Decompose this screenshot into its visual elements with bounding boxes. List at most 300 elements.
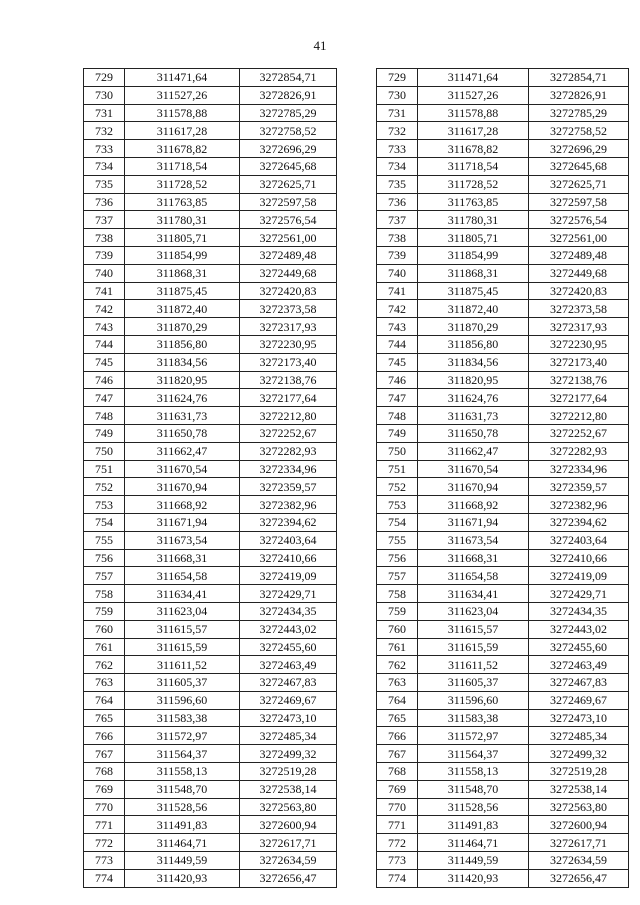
point-number-cell: 751 — [84, 460, 125, 478]
point-number-cell: 756 — [377, 549, 418, 567]
table-row — [377, 745, 629, 763]
point-number-cell: 738 — [377, 229, 418, 247]
x-coordinate-cell: 311668,31 — [125, 549, 240, 567]
x-coordinate-cell: 311611,52 — [125, 656, 240, 674]
table-row — [84, 567, 337, 585]
point-number-cell: 740 — [377, 264, 418, 282]
x-coordinate-cell: 311564,37 — [418, 745, 529, 763]
point-number-cell: 760 — [377, 620, 418, 638]
y-coordinate-cell: 3272576,54 — [240, 211, 337, 229]
point-number-cell: 773 — [377, 852, 418, 870]
y-coordinate-cell: 3272645,68 — [240, 157, 337, 175]
x-coordinate-cell: 311449,59 — [418, 852, 529, 870]
y-coordinate-cell: 3272854,71 — [240, 69, 337, 87]
point-number-cell: 754 — [377, 513, 418, 531]
x-coordinate-cell: 311420,93 — [418, 869, 529, 887]
y-coordinate-cell: 3272252,67 — [529, 424, 629, 442]
coordinates-table-right — [376, 68, 629, 888]
table-row — [377, 193, 629, 211]
x-coordinate-cell: 311670,94 — [125, 478, 240, 496]
point-number-cell: 769 — [84, 780, 125, 798]
y-coordinate-cell: 3272634,59 — [240, 852, 337, 870]
table-row — [84, 229, 337, 247]
x-coordinate-cell: 311623,04 — [418, 602, 529, 620]
y-coordinate-cell: 3272434,35 — [240, 602, 337, 620]
y-coordinate-cell: 3272656,47 — [529, 869, 629, 887]
y-coordinate-cell: 3272334,96 — [529, 460, 629, 478]
y-coordinate-cell: 3272317,93 — [240, 318, 337, 336]
table-row — [377, 175, 629, 193]
table-row — [377, 229, 629, 247]
y-coordinate-cell: 3272177,64 — [529, 389, 629, 407]
table-row — [377, 460, 629, 478]
table-row — [84, 193, 337, 211]
point-number-cell: 774 — [84, 869, 125, 887]
table-row — [377, 69, 629, 87]
table-row — [377, 246, 629, 264]
point-number-cell: 747 — [377, 389, 418, 407]
point-number-cell: 729 — [84, 69, 125, 87]
y-coordinate-cell: 3272455,60 — [529, 638, 629, 656]
x-coordinate-cell: 311872,40 — [125, 300, 240, 318]
x-coordinate-cell: 311631,73 — [125, 407, 240, 425]
x-coordinate-cell: 311718,54 — [418, 157, 529, 175]
x-coordinate-cell: 311673,54 — [125, 531, 240, 549]
x-coordinate-cell: 311671,94 — [418, 513, 529, 531]
point-number-cell: 759 — [377, 602, 418, 620]
y-coordinate-cell: 3272519,28 — [240, 763, 337, 781]
x-coordinate-cell: 311558,13 — [418, 763, 529, 781]
point-number-cell: 732 — [84, 122, 125, 140]
x-coordinate-cell: 311548,70 — [418, 780, 529, 798]
point-number-cell: 746 — [84, 371, 125, 389]
point-number-cell: 760 — [84, 620, 125, 638]
x-coordinate-cell: 311420,93 — [125, 869, 240, 887]
point-number-cell: 750 — [377, 442, 418, 460]
table-row — [84, 727, 337, 745]
x-coordinate-cell: 311605,37 — [125, 674, 240, 692]
table-row — [84, 69, 337, 87]
y-coordinate-cell: 3272499,32 — [529, 745, 629, 763]
x-coordinate-cell: 311558,13 — [125, 763, 240, 781]
point-number-cell: 757 — [84, 567, 125, 585]
table-row — [377, 585, 629, 603]
point-number-cell: 749 — [377, 424, 418, 442]
point-number-cell: 771 — [84, 816, 125, 834]
y-coordinate-cell: 3272138,76 — [240, 371, 337, 389]
table-row — [377, 727, 629, 745]
table-row — [84, 869, 337, 887]
point-number-cell: 748 — [377, 407, 418, 425]
table-row — [84, 852, 337, 870]
table-row — [84, 496, 337, 514]
y-coordinate-cell: 3272473,10 — [240, 709, 337, 727]
y-coordinate-cell: 3272656,47 — [240, 869, 337, 887]
y-coordinate-cell: 3272429,71 — [240, 585, 337, 603]
point-number-cell: 767 — [84, 745, 125, 763]
table-row — [377, 602, 629, 620]
table-row — [377, 549, 629, 567]
x-coordinate-cell: 311856,80 — [418, 335, 529, 353]
table-row — [377, 691, 629, 709]
table-row — [84, 531, 337, 549]
x-coordinate-cell: 311670,54 — [125, 460, 240, 478]
point-number-cell: 763 — [377, 674, 418, 692]
table-row — [84, 104, 337, 122]
point-number-cell: 768 — [377, 763, 418, 781]
point-number-cell: 741 — [84, 282, 125, 300]
x-coordinate-cell: 311617,28 — [125, 122, 240, 140]
table-row — [377, 335, 629, 353]
table-row — [377, 389, 629, 407]
x-coordinate-cell: 311611,52 — [418, 656, 529, 674]
table-row — [377, 318, 629, 336]
x-coordinate-cell: 311673,54 — [418, 531, 529, 549]
x-coordinate-cell: 311870,29 — [418, 318, 529, 336]
table-row — [84, 691, 337, 709]
y-coordinate-cell: 3272600,94 — [240, 816, 337, 834]
y-coordinate-cell: 3272429,71 — [529, 585, 629, 603]
point-number-cell: 737 — [377, 211, 418, 229]
point-number-cell: 758 — [84, 585, 125, 603]
point-number-cell: 737 — [84, 211, 125, 229]
y-coordinate-cell: 3272230,95 — [529, 335, 629, 353]
x-coordinate-cell: 311615,57 — [125, 620, 240, 638]
point-number-cell: 773 — [84, 852, 125, 870]
x-coordinate-cell: 311464,71 — [418, 834, 529, 852]
y-coordinate-cell: 3272463,49 — [240, 656, 337, 674]
y-coordinate-cell: 3272403,64 — [240, 531, 337, 549]
point-number-cell: 734 — [84, 157, 125, 175]
table-row — [84, 602, 337, 620]
x-coordinate-cell: 311718,54 — [125, 157, 240, 175]
table-row — [84, 318, 337, 336]
table-row — [84, 674, 337, 692]
y-coordinate-cell: 3272420,83 — [529, 282, 629, 300]
table-row — [377, 442, 629, 460]
point-number-cell: 746 — [377, 371, 418, 389]
y-coordinate-cell: 3272230,95 — [240, 335, 337, 353]
table-row — [84, 407, 337, 425]
point-number-cell: 765 — [84, 709, 125, 727]
point-number-cell: 735 — [84, 175, 125, 193]
x-coordinate-cell: 311728,52 — [125, 175, 240, 193]
table-row — [377, 371, 629, 389]
y-coordinate-cell: 3272485,34 — [529, 727, 629, 745]
point-number-cell: 757 — [377, 567, 418, 585]
point-number-cell: 767 — [377, 745, 418, 763]
x-coordinate-cell: 311654,58 — [125, 567, 240, 585]
y-coordinate-cell: 3272359,57 — [529, 478, 629, 496]
x-coordinate-cell: 311834,56 — [125, 353, 240, 371]
point-number-cell: 751 — [377, 460, 418, 478]
table-row — [84, 175, 337, 193]
y-coordinate-cell: 3272854,71 — [529, 69, 629, 87]
y-coordinate-cell: 3272252,67 — [240, 424, 337, 442]
table-row — [377, 567, 629, 585]
point-number-cell: 730 — [84, 86, 125, 104]
y-coordinate-cell: 3272403,64 — [529, 531, 629, 549]
point-number-cell: 733 — [377, 140, 418, 158]
table-row — [84, 353, 337, 371]
point-number-cell: 731 — [377, 104, 418, 122]
y-coordinate-cell: 3272561,00 — [529, 229, 629, 247]
y-coordinate-cell: 3272449,68 — [240, 264, 337, 282]
y-coordinate-cell: 3272410,66 — [529, 549, 629, 567]
y-coordinate-cell: 3272625,71 — [240, 175, 337, 193]
x-coordinate-cell: 311615,59 — [418, 638, 529, 656]
table-row — [377, 86, 629, 104]
point-number-cell: 762 — [377, 656, 418, 674]
y-coordinate-cell: 3272785,29 — [240, 104, 337, 122]
x-coordinate-cell: 311671,94 — [125, 513, 240, 531]
x-coordinate-cell: 311624,76 — [418, 389, 529, 407]
x-coordinate-cell: 311805,71 — [418, 229, 529, 247]
x-coordinate-cell: 311670,94 — [418, 478, 529, 496]
y-coordinate-cell: 3272469,67 — [529, 691, 629, 709]
y-coordinate-cell: 3272597,58 — [240, 193, 337, 211]
x-coordinate-cell: 311572,97 — [125, 727, 240, 745]
point-number-cell: 764 — [377, 691, 418, 709]
x-coordinate-cell: 311780,31 — [418, 211, 529, 229]
table-row — [84, 745, 337, 763]
table-row — [377, 869, 629, 887]
y-coordinate-cell: 3272467,83 — [529, 674, 629, 692]
table-row — [377, 496, 629, 514]
y-coordinate-cell: 3272334,96 — [240, 460, 337, 478]
point-number-cell: 753 — [377, 496, 418, 514]
y-coordinate-cell: 3272173,40 — [240, 353, 337, 371]
x-coordinate-cell: 311728,52 — [418, 175, 529, 193]
y-coordinate-cell: 3272519,28 — [529, 763, 629, 781]
point-number-cell: 733 — [84, 140, 125, 158]
table-row — [377, 531, 629, 549]
y-coordinate-cell: 3272485,34 — [240, 727, 337, 745]
x-coordinate-cell: 311548,70 — [125, 780, 240, 798]
table-row — [377, 656, 629, 674]
point-number-cell: 730 — [377, 86, 418, 104]
y-coordinate-cell: 3272826,91 — [240, 86, 337, 104]
x-coordinate-cell: 311617,28 — [418, 122, 529, 140]
y-coordinate-cell: 3272499,32 — [240, 745, 337, 763]
y-coordinate-cell: 3272576,54 — [529, 211, 629, 229]
x-coordinate-cell: 311583,38 — [125, 709, 240, 727]
x-coordinate-cell: 311662,47 — [418, 442, 529, 460]
y-coordinate-cell: 3272469,67 — [240, 691, 337, 709]
y-coordinate-cell: 3272634,59 — [529, 852, 629, 870]
y-coordinate-cell: 3272382,96 — [529, 496, 629, 514]
table-row — [84, 798, 337, 816]
point-number-cell: 764 — [84, 691, 125, 709]
table-row — [377, 211, 629, 229]
x-coordinate-cell: 311449,59 — [125, 852, 240, 870]
point-number-cell: 747 — [84, 389, 125, 407]
y-coordinate-cell: 3272489,48 — [529, 246, 629, 264]
x-coordinate-cell: 311471,64 — [125, 69, 240, 87]
table-row — [84, 371, 337, 389]
point-number-cell: 759 — [84, 602, 125, 620]
point-number-cell: 762 — [84, 656, 125, 674]
table-row — [377, 513, 629, 531]
y-coordinate-cell: 3272419,09 — [240, 567, 337, 585]
y-coordinate-cell: 3272563,80 — [529, 798, 629, 816]
y-coordinate-cell: 3272359,57 — [240, 478, 337, 496]
x-coordinate-cell: 311596,60 — [418, 691, 529, 709]
point-number-cell: 739 — [84, 246, 125, 264]
x-coordinate-cell: 311650,78 — [418, 424, 529, 442]
x-coordinate-cell: 311615,59 — [125, 638, 240, 656]
point-number-cell: 765 — [377, 709, 418, 727]
y-coordinate-cell: 3272473,10 — [529, 709, 629, 727]
table-row — [84, 585, 337, 603]
x-coordinate-cell: 311605,37 — [418, 674, 529, 692]
x-coordinate-cell: 311872,40 — [418, 300, 529, 318]
x-coordinate-cell: 311528,56 — [125, 798, 240, 816]
x-coordinate-cell: 311868,31 — [125, 264, 240, 282]
point-number-cell: 772 — [377, 834, 418, 852]
table-row — [377, 674, 629, 692]
table-row — [377, 709, 629, 727]
point-number-cell: 739 — [377, 246, 418, 264]
y-coordinate-cell: 3272625,71 — [529, 175, 629, 193]
point-number-cell: 770 — [377, 798, 418, 816]
point-number-cell: 732 — [377, 122, 418, 140]
x-coordinate-cell: 311780,31 — [125, 211, 240, 229]
point-number-cell: 749 — [84, 424, 125, 442]
table-row — [84, 424, 337, 442]
table-row — [84, 264, 337, 282]
table-row — [84, 246, 337, 264]
y-coordinate-cell: 3272617,71 — [240, 834, 337, 852]
table-row — [377, 834, 629, 852]
point-number-cell: 761 — [84, 638, 125, 656]
table-row — [84, 709, 337, 727]
x-coordinate-cell: 311875,45 — [125, 282, 240, 300]
table-row — [84, 282, 337, 300]
table-row — [84, 442, 337, 460]
table-row — [377, 816, 629, 834]
point-number-cell: 752 — [377, 478, 418, 496]
point-number-cell: 766 — [84, 727, 125, 745]
table-row — [377, 300, 629, 318]
x-coordinate-cell: 311670,54 — [418, 460, 529, 478]
x-coordinate-cell: 311654,58 — [418, 567, 529, 585]
table-row — [84, 763, 337, 781]
x-coordinate-cell: 311868,31 — [418, 264, 529, 282]
table-row — [377, 140, 629, 158]
coordinates-table-body — [377, 69, 629, 888]
point-number-cell: 772 — [84, 834, 125, 852]
x-coordinate-cell: 311668,92 — [125, 496, 240, 514]
table-row — [84, 140, 337, 158]
y-coordinate-cell: 3272212,80 — [240, 407, 337, 425]
x-coordinate-cell: 311856,80 — [125, 335, 240, 353]
x-coordinate-cell: 311578,88 — [125, 104, 240, 122]
table-row — [84, 816, 337, 834]
x-coordinate-cell: 311634,41 — [418, 585, 529, 603]
table-row — [377, 264, 629, 282]
y-coordinate-cell: 3272394,62 — [529, 513, 629, 531]
point-number-cell: 742 — [84, 300, 125, 318]
point-number-cell: 745 — [84, 353, 125, 371]
y-coordinate-cell: 3272420,83 — [240, 282, 337, 300]
page-number: 41 — [313, 38, 327, 53]
y-coordinate-cell: 3272489,48 — [240, 246, 337, 264]
y-coordinate-cell: 3272282,93 — [529, 442, 629, 460]
point-number-cell: 755 — [377, 531, 418, 549]
point-number-cell: 753 — [84, 496, 125, 514]
x-coordinate-cell: 311527,26 — [418, 86, 529, 104]
y-coordinate-cell: 3272177,64 — [240, 389, 337, 407]
table-row — [377, 780, 629, 798]
x-coordinate-cell: 311854,99 — [418, 246, 529, 264]
table-row — [377, 157, 629, 175]
y-coordinate-cell: 3272758,52 — [529, 122, 629, 140]
y-coordinate-cell: 3272212,80 — [529, 407, 629, 425]
x-coordinate-cell: 311854,99 — [125, 246, 240, 264]
point-number-cell: 735 — [377, 175, 418, 193]
point-number-cell: 774 — [377, 869, 418, 887]
x-coordinate-cell: 311572,97 — [418, 727, 529, 745]
x-coordinate-cell: 311471,64 — [418, 69, 529, 87]
point-number-cell: 745 — [377, 353, 418, 371]
table-row — [377, 852, 629, 870]
point-number-cell: 761 — [377, 638, 418, 656]
table-row — [84, 86, 337, 104]
table-row — [377, 638, 629, 656]
y-coordinate-cell: 3272600,94 — [529, 816, 629, 834]
y-coordinate-cell: 3272373,58 — [240, 300, 337, 318]
point-number-cell: 731 — [84, 104, 125, 122]
x-coordinate-cell: 311623,04 — [125, 602, 240, 620]
point-number-cell: 740 — [84, 264, 125, 282]
y-coordinate-cell: 3272758,52 — [240, 122, 337, 140]
y-coordinate-cell: 3272449,68 — [529, 264, 629, 282]
x-coordinate-cell: 311491,83 — [418, 816, 529, 834]
point-number-cell: 750 — [84, 442, 125, 460]
table-row — [84, 620, 337, 638]
point-number-cell: 743 — [84, 318, 125, 336]
y-coordinate-cell: 3272617,71 — [529, 834, 629, 852]
y-coordinate-cell: 3272443,02 — [240, 620, 337, 638]
point-number-cell: 769 — [377, 780, 418, 798]
x-coordinate-cell: 311650,78 — [125, 424, 240, 442]
point-number-cell: 742 — [377, 300, 418, 318]
x-coordinate-cell: 311464,71 — [125, 834, 240, 852]
table-row — [84, 549, 337, 567]
point-number-cell: 734 — [377, 157, 418, 175]
y-coordinate-cell: 3272597,58 — [529, 193, 629, 211]
x-coordinate-cell: 311763,85 — [125, 193, 240, 211]
x-coordinate-cell: 311527,26 — [125, 86, 240, 104]
x-coordinate-cell: 311578,88 — [418, 104, 529, 122]
y-coordinate-cell: 3272645,68 — [529, 157, 629, 175]
y-coordinate-cell: 3272434,35 — [529, 602, 629, 620]
y-coordinate-cell: 3272696,29 — [240, 140, 337, 158]
x-coordinate-cell: 311528,56 — [418, 798, 529, 816]
x-coordinate-cell: 311662,47 — [125, 442, 240, 460]
y-coordinate-cell: 3272410,66 — [240, 549, 337, 567]
table-row — [84, 780, 337, 798]
y-coordinate-cell: 3272173,40 — [529, 353, 629, 371]
y-coordinate-cell: 3272467,83 — [240, 674, 337, 692]
x-coordinate-cell: 311491,83 — [125, 816, 240, 834]
point-number-cell: 738 — [84, 229, 125, 247]
y-coordinate-cell: 3272538,14 — [240, 780, 337, 798]
x-coordinate-cell: 311596,60 — [125, 691, 240, 709]
table-row — [84, 638, 337, 656]
table-row — [84, 389, 337, 407]
